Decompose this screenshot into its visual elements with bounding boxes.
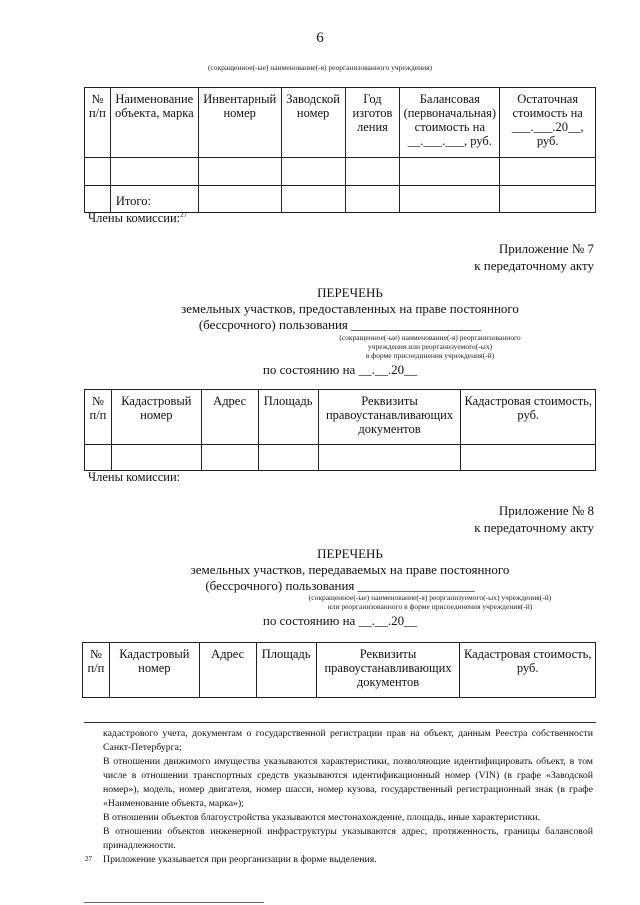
col-header: Инвентарный номер	[198, 88, 281, 158]
table-cell	[400, 158, 500, 186]
list-description-2: (бессрочного) пользования __________________	[205, 578, 475, 593]
list-description-2: (бессрочного) пользования ____________________	[198, 317, 482, 332]
table-header-row	[85, 390, 596, 445]
table-cell	[198, 186, 281, 213]
col-header: Реквизиты правоустанавливающих документов	[318, 390, 461, 445]
table-cell	[281, 186, 345, 213]
footnote-paragraph: В отношении движимого имущества указываются характеристики, позволяющие идентифицировать объект, в том числе в отношении транспортных средств указываются идентификационный номер (VIN) (в графе «Заводской номер»), модель, номер двигателя, номер шасси, номер кузова, государственный регистрационный знак (в графе «Наименование объекта, марка»);	[103, 756, 593, 809]
table-cell	[85, 186, 111, 213]
org-name-caption	[300, 333, 560, 360]
col-header: № п/п	[85, 88, 111, 158]
date-line: по состоянию на __.__.20__	[262, 362, 418, 377]
table-cell	[500, 186, 596, 213]
table-cell	[201, 445, 258, 471]
appendix-title: Приложение № 7	[498, 241, 594, 256]
col-header: № п/п	[83, 643, 110, 698]
col-header: Кадастровый номер	[111, 390, 201, 445]
table-cell	[400, 186, 500, 213]
footnote-number: 27	[85, 855, 92, 863]
table-cell	[110, 158, 198, 186]
col-header: Кадастровая стоимость, руб.	[460, 643, 596, 698]
table-row	[85, 445, 596, 471]
list-heading: ПЕРЕЧЕНЬ	[317, 285, 383, 300]
table-header-row	[85, 88, 596, 158]
col-header: Остаточная стоимость на ___.___.20__, руб.	[500, 88, 596, 158]
caption-line: учреждения или реорганизуемого(-ых)	[367, 342, 493, 351]
col-header: Наименование объекта, марка	[110, 88, 198, 158]
land-plots-table	[84, 389, 596, 471]
transferred-land-plots-table	[82, 642, 596, 698]
commission-members-label: Члены комиссии:	[88, 470, 181, 484]
table-cell	[500, 158, 596, 186]
footnote-paragraph: В отношении объектов благоустройства указываются местонахождение, площадь, иные характеристики.	[103, 812, 541, 823]
table-cell	[461, 445, 596, 471]
members-text: Члены комиссии:	[88, 211, 181, 225]
list-heading: ПЕРЕЧЕНЬ	[317, 546, 383, 561]
commission-members-label	[88, 211, 187, 226]
footnote-text: Приложение указывается при реорганизации в форме выделения.	[103, 854, 377, 865]
list-description: земельных участков, предоставленных на праве постоянного	[181, 301, 519, 316]
appendix-subtitle: к передаточному акту	[474, 258, 594, 273]
footnote-ref: 27	[180, 211, 188, 219]
table-cell	[281, 158, 345, 186]
footnote-paragraph: кадастрового учета, документам о государственной регистрации прав на объект, данным Реестра собственности Санкт-Петербурга;	[103, 728, 593, 753]
table-cell	[111, 445, 201, 471]
table-cell	[345, 158, 400, 186]
table-cell	[198, 158, 281, 186]
col-header: Кадастровая стоимость, руб.	[461, 390, 596, 445]
table-header-row	[83, 643, 596, 698]
footnote-27	[85, 853, 593, 867]
col-header: Реквизиты правоустанавливающих документов	[316, 643, 460, 698]
col-header: Площадь	[258, 390, 318, 445]
col-header: Заводской номер	[281, 88, 345, 158]
col-header: Год изготов ления	[345, 88, 400, 158]
caption-line: или реорганизованного в форме присоединения учреждения(-й)	[327, 602, 533, 611]
footnote-divider	[84, 722, 596, 723]
caption-line: (сокращенное(-ые) наименование(-я) реорганизуемого(-ых) учреждения(-й)	[308, 593, 552, 602]
col-header: Адрес	[201, 390, 258, 445]
total-row	[85, 186, 596, 213]
col-header: № п/п	[85, 390, 112, 445]
total-label: Итого:	[110, 186, 198, 213]
page-number: 6	[316, 30, 324, 46]
table-cell	[318, 445, 461, 471]
col-header: Площадь	[256, 643, 316, 698]
date-line: по состоянию на __.__.20__	[262, 613, 418, 628]
table-cell	[85, 445, 112, 471]
appendix-7-header	[474, 240, 594, 274]
table-row	[85, 158, 596, 186]
col-header: Балансовая (первоначальная) стоимость на __.___.___, руб.	[400, 88, 500, 158]
footnotes-block	[85, 727, 593, 867]
list-description: земельных участков, передаваемых на праве постоянного	[190, 562, 510, 577]
table-cell	[345, 186, 400, 213]
bottom-scan-line	[84, 902, 264, 903]
col-header: Кадастровый номер	[109, 643, 199, 698]
appendix-8-header	[474, 502, 594, 536]
appendix-subtitle: к передаточному акту	[474, 520, 594, 535]
caption-line: в форме присоединения учреждения(-й)	[365, 351, 495, 360]
appendix-title: Приложение № 8	[498, 503, 594, 518]
caption-line: (сокращенное(-ые) наименование(-я) реорганизованного	[339, 333, 521, 342]
table-cell	[85, 158, 111, 186]
org-name-caption: (сокращенное(-ые) наименование(-я) реорганизованного учреждения)	[207, 63, 433, 72]
col-header: Адрес	[199, 643, 256, 698]
property-table	[84, 87, 596, 213]
footnote-paragraph: В отношении объектов инженерной инфраструктуры указываются адрес, протяженность, границы балансовой принадлежности.	[103, 826, 593, 851]
org-name-caption	[270, 593, 590, 611]
table-cell	[258, 445, 318, 471]
